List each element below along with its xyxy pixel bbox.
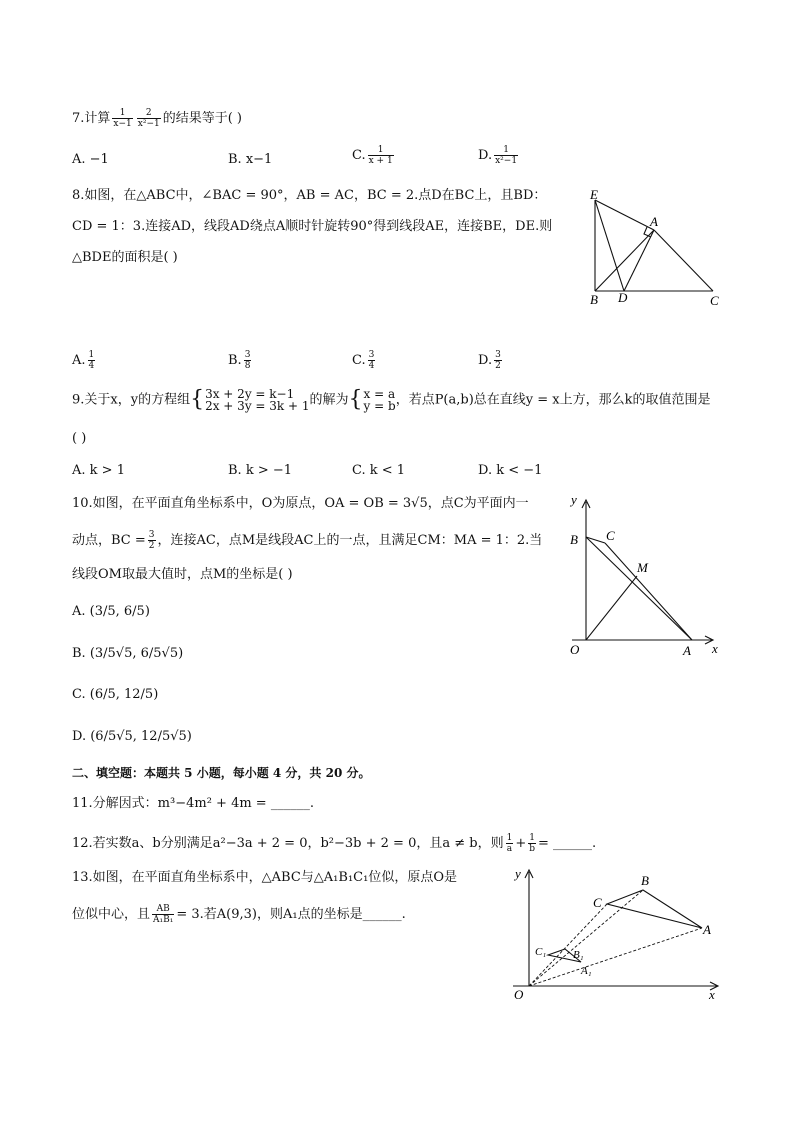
q13-line2: 位似中心，且 $\frac{AB}{\text{A₁B₁}}$ = 3.若A(9,3)，则A₁点的坐标是______. (72, 904, 406, 925)
q13-label-x: x (709, 987, 715, 1002)
q13-label-c: C (593, 895, 602, 910)
q11-stem: 11.分解因式：m³−4m² + 4m = ______. (72, 796, 314, 811)
q13-label-b: B (641, 873, 649, 888)
q13-line1: 13.如图，在平面直角坐标系中，△ABC与△A₁B₁C₁位似，原点O是 (72, 870, 457, 885)
q10-label-c: C (606, 528, 615, 543)
q7-fraction-2: $\frac{2}{\text{x²−1}}$ (137, 108, 160, 129)
q8-label-b: B (590, 292, 598, 307)
q13-label-y: y (515, 866, 521, 881)
q13-label-o: O (514, 987, 524, 1002)
q8-label-e: E (590, 187, 598, 202)
q9-line2: ( ) (72, 431, 87, 446)
q9-stem: 9.关于x，y的方程组{ 3x + 2y = k−1 2x + 3y = 3k + 1 的解为{ x = a y = b ，若点P(a,b)总在直线y = x上方，那么k的取值范围是 (72, 387, 711, 413)
q10-label-b: B (570, 532, 578, 547)
q10-label-y: y (571, 492, 577, 507)
q9-option-b: B. k > −1 (228, 463, 293, 478)
q7-option-a: A. −1 (72, 152, 109, 167)
q10-option-c: C. (6/5, 12/5) (72, 687, 159, 702)
q9-option-a: A. k > 1 (72, 463, 125, 478)
q10-label-o: O (570, 642, 580, 657)
q8-option-d: D. $\frac{3}{2}$ (478, 350, 501, 371)
q10-label-m: M (637, 560, 648, 575)
q7-option-d: D. $\frac{1}{\text{x²−1}}$ (478, 145, 518, 166)
q8-line2: CD = 1：3.连接AD，线段AD绕点A顺时针旋转90°得到线段AE，连接BE，DE.则 (72, 219, 553, 234)
section-heading: 二、填空题：本题共 5 小题，每小题 4 分，共 20 分。 (72, 766, 371, 780)
q10-line2: 动点，BC = $\frac{3}{2}$ ，连接AC，点M是线段AC上的一点，且满足CM：MA = 1：2.当 (72, 530, 543, 551)
q13-figure (505, 864, 725, 1004)
q9-option-c: C. k < 1 (352, 463, 406, 478)
q8-option-a: A. $\frac{1}{4}$ (72, 350, 95, 371)
q8-label-d: D (618, 290, 628, 305)
q13-label-b1: B₁ (573, 949, 584, 961)
q7-option-b: B. x−1 (228, 152, 273, 167)
q7-fraction-1: $\frac{1}{x-1}$ (113, 108, 132, 129)
q8-line1: 8.如图，在△ABC中，∠BAC = 90°，AB = AC，BC = 2.点D在BC上，且BD： (72, 188, 547, 203)
q10-figure (562, 490, 727, 660)
q7-stem: 7.计算 $\frac{1}{x-1}$ $\frac{2}{\text{x²−1}}$ 的结果等于( ) (72, 108, 242, 129)
q8-figure (584, 186, 724, 311)
q8-label-c: C (710, 293, 719, 308)
q13-label-a1: A₁ (581, 965, 592, 977)
q10-label-a: A (683, 643, 691, 658)
q13-label-c1: C₁ (535, 946, 547, 958)
q7-option-c: C. $\frac{1}{x + 1}$ (352, 145, 393, 166)
q8-line3: △BDE的面积是( ) (72, 250, 178, 265)
q10-option-d: D. (6/5√5, 12/5√5) (72, 729, 192, 744)
q8-option-c: C. $\frac{3}{4}$ (352, 350, 375, 371)
q10-option-a: A. (3/5, 6/5) (72, 604, 150, 619)
q10-line1: 10.如图，在平面直角坐标系中，O为原点，OA = OB = 3√5，点C为平面内一 (72, 496, 529, 511)
q8-label-a: A (650, 214, 658, 229)
q9-option-d: D. k < −1 (478, 463, 543, 478)
q12-stem: 12.若实数a、b分别满足a²−3a + 2 = 0，b²−3b + 2 = 0，且a ≠ b，则 $\frac{1}{a}$ + $\frac{1}{b}$ = ______. (72, 833, 597, 854)
q13-label-a: A (703, 922, 711, 937)
q10-line3: 线段OM取最大值时，点M的坐标是( ) (72, 567, 293, 582)
q10-label-x: x (712, 641, 718, 656)
q10-option-b: B. (3/5√5, 6/5√5) (72, 646, 184, 661)
q8-option-b: B. $\frac{3}{8}$ (228, 350, 251, 371)
